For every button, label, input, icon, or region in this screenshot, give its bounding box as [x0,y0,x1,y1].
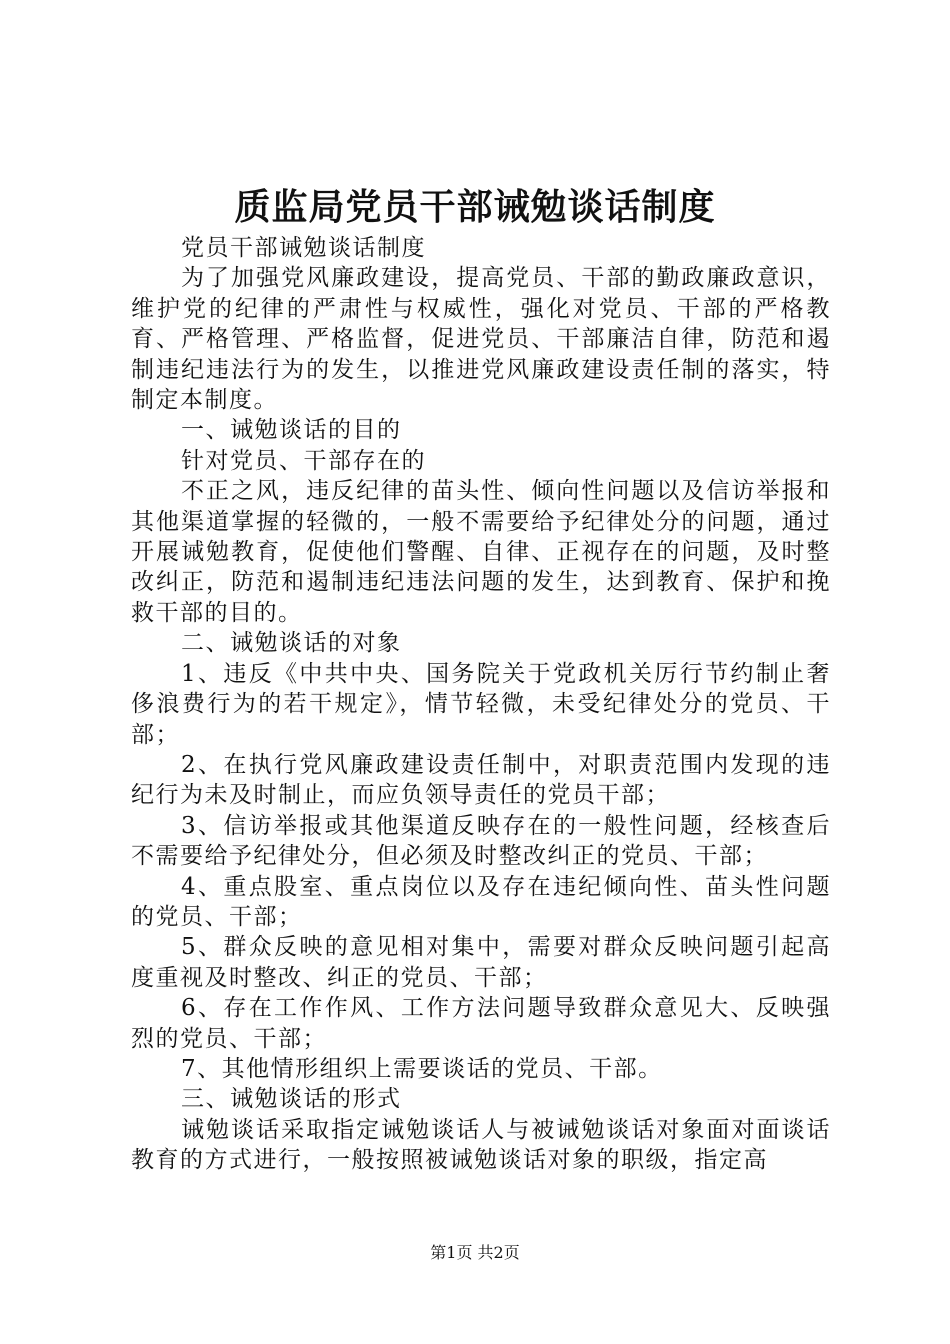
section-heading-form: 三、诫勉谈话的形式 [181,1086,402,1113]
list-item-target-6: 6、存在工作作风、工作方法问题导致群众意见大、反映强烈的党员、干部； [131,995,831,1052]
page-footer: 第1页 共2页 [430,1243,520,1262]
section-heading-targets: 二、诫勉谈话的对象 [181,630,402,657]
paragraph-purpose-lead: 针对党员、干部存在的 [181,447,426,474]
list-item-target-3: 3、信访举报或其他渠道反映存在的一般性问题，经核查后不需要给予纪律处分，但必须及时整改纠正的党员、干部； [131,812,831,870]
document-body [131,233,831,1176]
paragraph-purpose-body: 不正之风，违反纪律的苗头性、倾向性问题以及信访举报和其他渠道掌握的轻微的，一般不需要给予纪律处分的问题，通过开展诫勉教育，促使他们警醒、自律、正视存在的问题，及时整改纠正，防范和遏制违纪违法问题的发生，达到教育、保护和挽救干部的目的。 [131,478,831,626]
paragraph-subtitle: 党员干部诫勉谈话制度 [181,235,426,261]
section-heading-purpose: 一、诫勉谈话的目的 [181,417,402,444]
document-title: 质监局党员干部诫勉谈话制度 [234,186,716,228]
list-item-target-7: 7、其他情形组织上需要谈话的党员、干部。 [181,1055,663,1082]
list-item-target-4: 4、重点股室、重点岗位以及存在违纪倾向性、苗头性问题的党员、干部； [131,873,831,930]
list-item-target-2: 2、在执行党风廉政建设责任制中，对职责范围内发现的违纪行为未及时制止，而应负领导责任的党员干部； [131,751,831,809]
paragraph-form-body: 诫勉谈话采取指定诫勉谈话人与被诫勉谈话对象面对面谈话教育的方式进行，一般按照被诫勉谈话对象的职级，指定高 [131,1116,831,1174]
list-item-target-5: 5、群众反映的意见相对集中，需要对群众反映问题引起高度重视及时整改、纠正的党员、干部； [131,934,831,991]
paragraph-intro: 为了加强党风廉政建设，提高党员、干部的勤政廉政意识，维护党的纪律的严肃性与权威性，强化对党员、干部的严格教育、严格管理、严格监督，促进党员、干部廉洁自律，防范和遏制违纪违法行为的发生，以推进党风廉政建设责任制的落实，特制定本制度。 [131,265,831,414]
list-item-target-1: 1、违反《中共中央、国务院关于党政机关厉行节约制止奢侈浪费行为的若干规定》，情节轻微，未受纪律处分的党员、干部； [131,660,831,748]
